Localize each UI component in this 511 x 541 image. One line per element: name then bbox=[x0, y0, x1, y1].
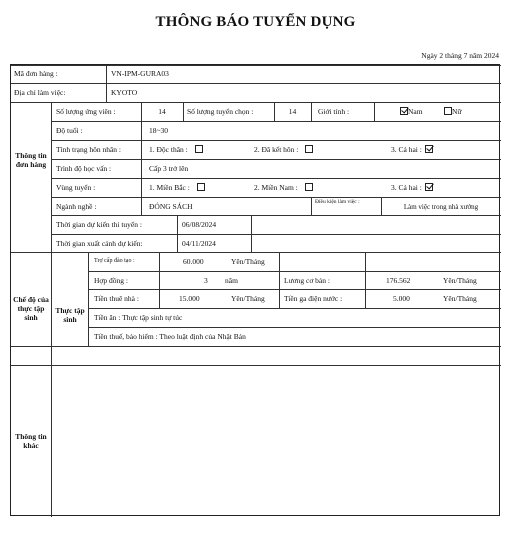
rent-unit: Yên/Tháng bbox=[231, 294, 265, 303]
gender-male-checkbox[interactable] bbox=[400, 107, 408, 115]
marital-single-label: 1. Độc thân : bbox=[149, 145, 188, 154]
page-title: THÔNG BÁO TUYỂN DỤNG bbox=[155, 14, 356, 30]
condition-label: Điều kiện làm việc : bbox=[315, 199, 360, 205]
applicants-value: 14 bbox=[158, 107, 166, 116]
contract-unit: năm bbox=[225, 276, 238, 285]
gender-male-label: Nam bbox=[408, 107, 423, 116]
marital-both bbox=[391, 145, 433, 155]
training-allowance-label: Trợ cấp đào tạo : bbox=[94, 258, 135, 264]
utility-label: Tiền ga điện nước : bbox=[284, 294, 343, 303]
job-label: Ngành nghề : bbox=[56, 202, 97, 211]
education-value: Cấp 3 trở lên bbox=[149, 164, 189, 173]
issue-date: Ngày 2 tháng 7 năm 2024 bbox=[421, 51, 499, 60]
workplace-label: Địa chỉ làm việc: bbox=[14, 88, 66, 97]
condition-value: Làm việc trong nhà xưởng bbox=[403, 203, 479, 211]
marital-both-checkbox[interactable] bbox=[425, 145, 433, 153]
meal-info: Tiền ăn : Thực tập sinh tự túc bbox=[94, 313, 183, 322]
order-label: Mã đơn hàng : bbox=[14, 69, 58, 78]
gender-female-label: Nữ bbox=[452, 107, 462, 116]
rent-value: 15.000 bbox=[179, 294, 200, 303]
region-north-label: 1. Miền Bắc : bbox=[149, 183, 190, 192]
marital-single bbox=[149, 145, 203, 155]
contract-value: 3 bbox=[204, 276, 208, 285]
age-label: Độ tuổi : bbox=[56, 126, 83, 135]
applicants-label: Số lượng ứng viên : bbox=[56, 107, 116, 116]
rent-label: Tiền thuê nhà : bbox=[94, 294, 139, 303]
departure-value: 04/11/2024 bbox=[182, 239, 216, 248]
interview-value: 06/08/2024 bbox=[182, 220, 217, 229]
salary-value: 176.562 bbox=[386, 276, 411, 285]
section-order-info: Thông tin đơn hàng bbox=[15, 151, 47, 169]
marital-married bbox=[254, 145, 313, 155]
gender-female-checkbox[interactable] bbox=[444, 107, 452, 115]
gender-male-option[interactable] bbox=[397, 107, 423, 117]
interview-label: Thời gian dự kiến thi tuyển : bbox=[56, 220, 142, 229]
region-label: Vùng tuyển : bbox=[56, 183, 96, 192]
marital-single-checkbox[interactable] bbox=[195, 145, 203, 153]
marital-both-label: 3. Cả hai : bbox=[391, 145, 422, 154]
selected-label: Số lượng tuyển chọn : bbox=[187, 107, 254, 116]
marital-married-checkbox[interactable] bbox=[305, 145, 313, 153]
section-benefits: Chế độ của thực tập sinh bbox=[13, 295, 49, 322]
utility-unit: Yên/Tháng bbox=[443, 294, 477, 303]
region-both-checkbox[interactable] bbox=[425, 183, 433, 191]
region-north-checkbox[interactable] bbox=[197, 183, 205, 191]
gender-label: Giới tính : bbox=[318, 107, 350, 116]
section-other-info: Thông tin khác bbox=[15, 432, 47, 450]
recruitment-form bbox=[10, 64, 500, 516]
education-label: Trình độ học vấn : bbox=[56, 164, 112, 173]
age-value: 18~30 bbox=[149, 126, 169, 135]
salary-label: Lương cơ bản : bbox=[284, 276, 330, 285]
selected-value: 14 bbox=[288, 107, 297, 116]
region-both bbox=[391, 183, 433, 193]
subsection-trainee: Thực tập sinh bbox=[55, 306, 85, 324]
order-value: VN-IPM-GURA03 bbox=[111, 69, 169, 78]
region-south-label: 2. Miền Nam : bbox=[254, 183, 298, 192]
utility-value: 5.000 bbox=[393, 294, 410, 303]
marital-married-label: 2. Đã kết hôn : bbox=[254, 145, 299, 154]
salary-unit: Yên/Tháng bbox=[443, 276, 477, 285]
departure-label: Thời gian xuất cảnh dự kiến: bbox=[56, 239, 143, 248]
contract-label: Hợp đồng : bbox=[94, 276, 128, 285]
training-allowance-unit: Yên/Tháng bbox=[231, 257, 265, 266]
training-allowance-value: 60.000 bbox=[183, 257, 204, 266]
marital-label: Tình trạng hôn nhân : bbox=[56, 145, 121, 154]
region-north bbox=[149, 183, 205, 193]
region-south-checkbox[interactable] bbox=[305, 183, 313, 191]
job-value: ĐÓNG SÁCH bbox=[149, 202, 193, 211]
region-both-label: 3. Cả hai : bbox=[391, 183, 422, 192]
region-south bbox=[254, 183, 313, 193]
workplace-value: KYOTO bbox=[111, 88, 138, 97]
tax-info: Tiền thuế, bảo hiểm : Theo luật định của Nhật Bản bbox=[94, 332, 246, 341]
gender-female-option[interactable] bbox=[441, 107, 461, 117]
